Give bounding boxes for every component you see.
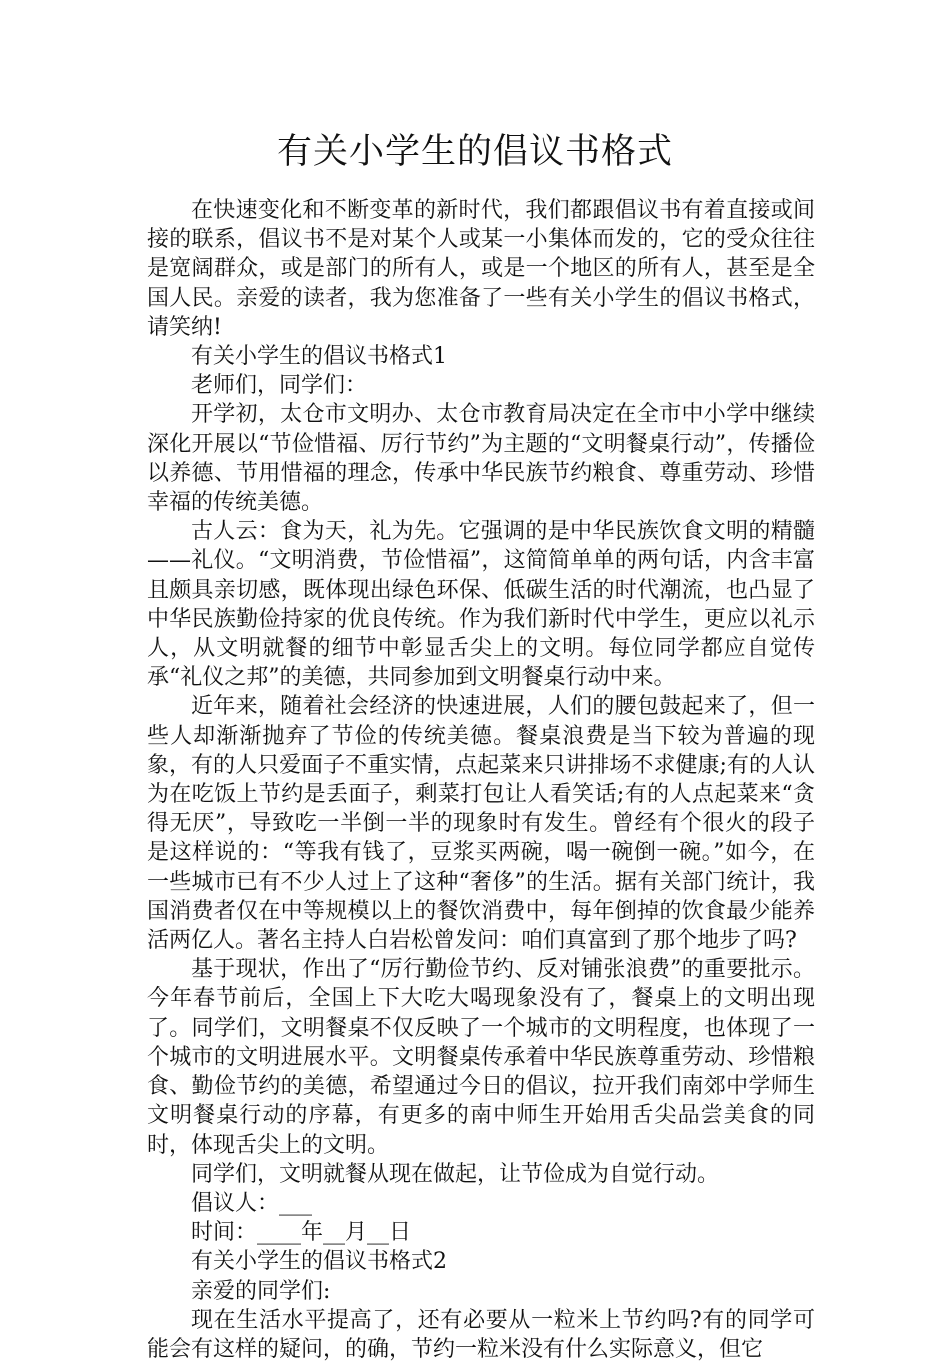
body-paragraph: 古人云：食为天，礼为先。它强调的是中华民族饮食文明的精髓——礼仪。“文明消费，节俭惜福”，这简简单单的两句话，内含丰富且颇具亲切感，既体现出绿色环保、低碳生活的时代潮流，也凸显了中华民族勤俭持家的优良传统。作为我们新时代中学生，更应以礼示人，从文明就餐的细节中彰显舌尖上的文明。每位同学都应自觉传承“礼仪之邦”的美德，共同参加到文明餐桌行动中来。 (147, 519, 815, 691)
document-body (147, 196, 815, 1364)
document-title: 有关小学生的倡议书格式 (276, 132, 673, 172)
section-heading-2: 有关小学生的倡议书格式2 (191, 1249, 447, 1275)
body-paragraph: 开学初，太仓市文明办、太仓市教育局决定在全市中小学中继续深化开展以“节俭惜福、厉行节约”为主题的“文明餐桌行动”，传播俭以养德、节用惜福的理念，传承中华民族节约粮食、尊重劳动、珍惜幸福的传统美德。 (147, 402, 815, 516)
signatory-line: 倡议人：___ (191, 1190, 313, 1216)
body-paragraph: 现在生活水平提高了，还有必要从一粒米上节约吗?有的同学可能会有这样的疑问，的确，节约一粒米没有什么实际意义，但它 (147, 1307, 815, 1362)
salutation: 老师们，同学们： (191, 373, 368, 399)
body-paragraph: 基于现状，作出了“厉行勤俭节约、反对铺张浪费”的重要批示。今年春节前后，全国上下大吃大喝现象没有了，餐桌上的文明出现了。同学们，文明餐桌不仅反映了一个城市的文明程度，也体现了一个城市的文明进展水平。文明餐桌传承着中华民族尊重劳动、珍惜粮食、勤俭节约的美德，希望通过今日的倡议，拉开我们南郊中学师生文明餐桌行动的序幕，有更多的南中师生开始用舌尖品尝美食的同时，体现舌尖上的文明。 (147, 957, 815, 1158)
body-paragraph: 近年来，随着社会经济的快速进展，人们的腰包鼓起来了，但一些人却渐渐抛弃了节俭的传统美德。餐桌浪费是当下较为普遍的现象，有的人只爱面子不重实情，点起菜来只讲排场不求健康;有的人认为在吃饭上节约是丢面子，剩菜打包让人看笑话;有的人点起菜来“贪得无厌”，导致吃一半倒一半的现象时有发生。曾经有个很火的段子是这样说的：“等我有钱了，豆浆买两碗，喝一碗倒一碗。”如今，在一些城市已有不少人过上了这种“奢侈”的生活。据有关部门统计，我国消费者仅在中等规模以上的餐饮消费中，每年倒掉的饮食最少能养活两亿人。著名主持人白岩松曾发问：咱们真富到了那个地步了吗? (147, 694, 815, 954)
closing-paragraph: 同学们，文明就餐从现在做起，让节俭成为自觉行动。 (191, 1161, 720, 1187)
date-line: 时间：____年__月__日 (191, 1220, 412, 1246)
intro-paragraph: 在快速变化和不断变革的新时代，我们都跟倡议书有着直接或间接的联系，倡议书不是对某个人或某一小集体而发的，它的受众往往是宽阔群众，或是部门的所有人，或是一个地区的所有人，甚至是全国人民。亲爱的读者，我为您准备了一些有关小学生的倡议书格式，请笑纳! (147, 198, 815, 340)
salutation: 亲爱的同学们: (191, 1278, 331, 1304)
section-heading-1: 有关小学生的倡议书格式1 (191, 344, 447, 370)
